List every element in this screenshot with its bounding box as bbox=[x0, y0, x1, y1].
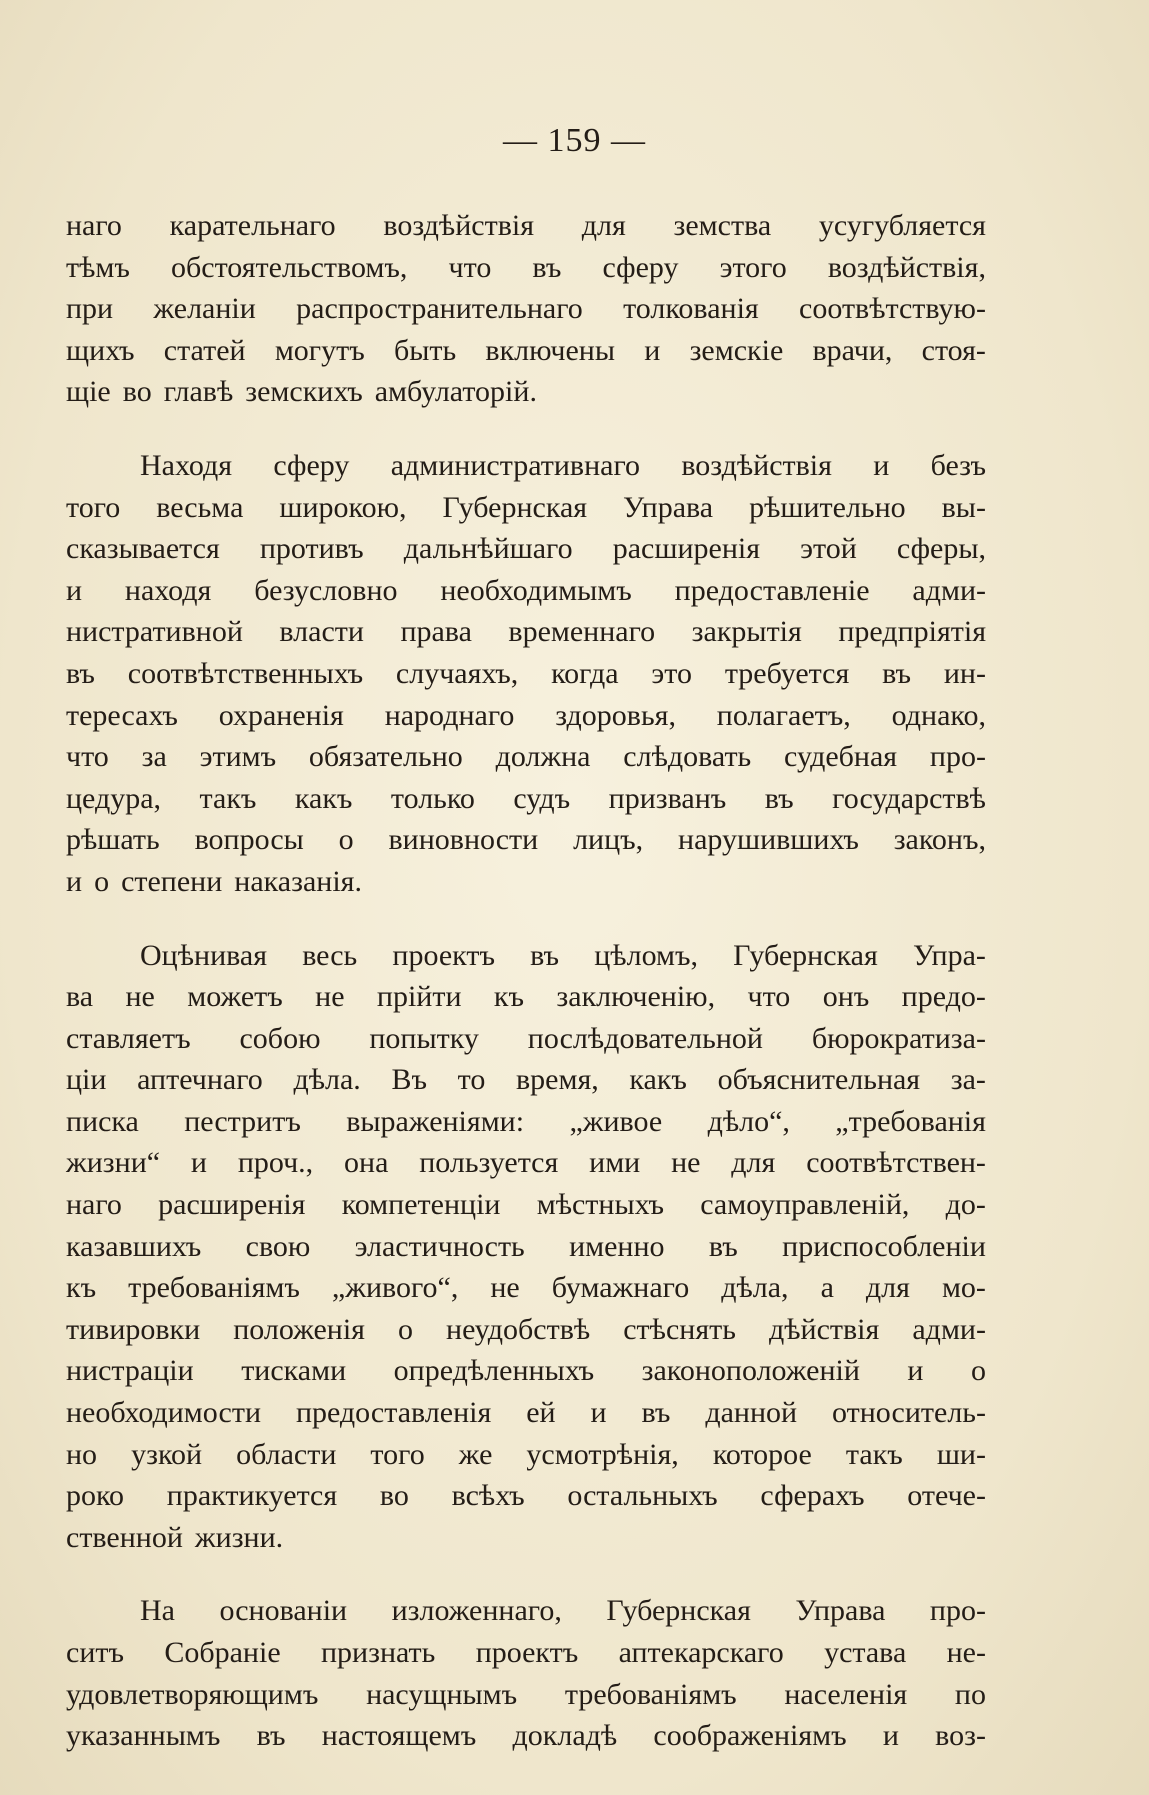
word: къ bbox=[66, 1271, 97, 1305]
word: о bbox=[94, 864, 110, 898]
word: свою bbox=[245, 1229, 311, 1263]
word: нистраціи bbox=[66, 1354, 194, 1388]
word: наго bbox=[66, 209, 122, 242]
word: и bbox=[66, 573, 83, 607]
word: права bbox=[400, 615, 472, 649]
word: врачи, bbox=[812, 333, 893, 367]
text-line bbox=[66, 528, 986, 570]
word: сферу bbox=[602, 250, 679, 284]
word: а bbox=[820, 1271, 834, 1305]
word: въ bbox=[764, 781, 794, 815]
word: этимъ bbox=[199, 740, 277, 774]
text-line bbox=[66, 247, 986, 289]
word: о bbox=[970, 1354, 986, 1388]
word: слѣдовать bbox=[623, 740, 752, 774]
word: попытку bbox=[369, 1021, 479, 1055]
word: закрытія bbox=[691, 615, 802, 649]
word: щихъ bbox=[66, 333, 135, 367]
word: казавшихъ bbox=[66, 1229, 202, 1263]
text-line bbox=[66, 371, 986, 413]
word: онъ bbox=[822, 980, 870, 1014]
word: охраненія bbox=[218, 698, 344, 732]
word: наказанія. bbox=[234, 864, 362, 898]
word: неудобствѣ bbox=[446, 1312, 591, 1346]
word: изложеннаго, bbox=[391, 1594, 562, 1628]
paragraph bbox=[66, 935, 986, 1559]
word: въ bbox=[256, 1719, 286, 1753]
word: для bbox=[581, 209, 626, 242]
word: заключенію, bbox=[556, 980, 716, 1014]
word: области bbox=[236, 1437, 337, 1471]
word: о bbox=[398, 1312, 413, 1346]
text-line bbox=[66, 976, 986, 1018]
word: случаяхъ, bbox=[395, 656, 519, 690]
text-line bbox=[66, 653, 986, 695]
word: воз- bbox=[935, 1719, 986, 1753]
word: ставляетъ bbox=[66, 1021, 191, 1055]
word: остальныхъ bbox=[567, 1479, 718, 1513]
word: призванъ bbox=[608, 781, 727, 815]
text-line bbox=[66, 611, 986, 653]
word: самоуправленій, bbox=[700, 1188, 910, 1222]
body-text bbox=[66, 205, 986, 1789]
word: требуется bbox=[724, 656, 850, 690]
word: наго bbox=[66, 1188, 122, 1222]
word: насущнымъ bbox=[366, 1677, 518, 1711]
word: данной bbox=[705, 1396, 798, 1430]
word: проч., bbox=[237, 1146, 314, 1180]
word: она bbox=[344, 1146, 389, 1180]
word: такъ bbox=[199, 781, 257, 815]
word: того bbox=[66, 490, 121, 524]
word: въ bbox=[641, 1396, 671, 1430]
text-line bbox=[66, 1590, 986, 1632]
word: включены bbox=[485, 333, 616, 367]
word: но bbox=[66, 1437, 98, 1471]
word: основаніи bbox=[219, 1594, 348, 1628]
word: щіе bbox=[66, 375, 111, 409]
word: земскіе bbox=[689, 333, 784, 367]
text-line bbox=[66, 1350, 986, 1392]
word: Собраніе bbox=[164, 1636, 281, 1669]
word: воздѣйствія bbox=[383, 209, 534, 242]
word: адми- bbox=[912, 1312, 986, 1346]
word: такъ bbox=[845, 1437, 903, 1471]
word: это bbox=[651, 656, 692, 690]
word: когда bbox=[551, 656, 619, 690]
word: которое bbox=[712, 1437, 812, 1471]
word: быть bbox=[393, 333, 457, 367]
word: не bbox=[671, 1146, 701, 1180]
word: здоровья, bbox=[555, 698, 676, 732]
word: рѣшать bbox=[66, 823, 160, 857]
word: необходимости bbox=[66, 1396, 262, 1430]
text-line bbox=[66, 1392, 986, 1434]
text-line bbox=[66, 445, 986, 487]
word: и bbox=[907, 1354, 924, 1388]
word: во bbox=[379, 1479, 409, 1513]
word: земства bbox=[673, 209, 772, 242]
text-line bbox=[66, 1715, 986, 1757]
text-line bbox=[66, 1475, 986, 1517]
word: для bbox=[731, 1146, 776, 1180]
text-line bbox=[66, 487, 986, 529]
word: предоставленія bbox=[295, 1396, 492, 1430]
word: Въ bbox=[391, 1063, 427, 1097]
text-line bbox=[66, 1184, 986, 1226]
word: „живое bbox=[569, 1104, 663, 1138]
word: распространительнаго bbox=[296, 292, 583, 326]
text-line bbox=[66, 1059, 986, 1101]
word: обязательно bbox=[308, 740, 463, 774]
word: бумажнаго bbox=[551, 1271, 690, 1305]
word: можетъ bbox=[187, 980, 283, 1014]
word: усугубляется bbox=[818, 209, 986, 242]
word: стоя- bbox=[921, 333, 986, 367]
word: въ bbox=[532, 250, 562, 284]
word: аптечнаго bbox=[137, 1063, 263, 1097]
word: жизни“ bbox=[66, 1146, 161, 1180]
text-line bbox=[66, 861, 986, 903]
text-line bbox=[66, 1632, 986, 1674]
word: то bbox=[457, 1063, 486, 1097]
word: для bbox=[865, 1271, 910, 1305]
word: устава bbox=[824, 1636, 907, 1669]
word: нистративной bbox=[66, 615, 243, 649]
word: докладѣ bbox=[512, 1719, 618, 1753]
word: не bbox=[315, 980, 345, 1014]
word: аптекарскаго bbox=[618, 1636, 784, 1669]
word: воздѣйствія, bbox=[827, 250, 986, 284]
text-line bbox=[66, 330, 986, 372]
page-number: — 159 — bbox=[503, 122, 646, 159]
word: собою bbox=[239, 1021, 321, 1055]
word: тѣмъ bbox=[66, 250, 130, 284]
word: объяснительная bbox=[717, 1063, 921, 1097]
word: того bbox=[370, 1437, 425, 1471]
word: по bbox=[954, 1677, 986, 1711]
word: настоящемъ bbox=[321, 1719, 477, 1753]
word: Упра- bbox=[912, 938, 986, 972]
word: дѣла. bbox=[293, 1063, 361, 1097]
word: относитель- bbox=[832, 1396, 986, 1430]
word: дальнѣйшаго bbox=[403, 532, 573, 566]
word: законоположеній bbox=[641, 1354, 860, 1388]
word: мѣстныхъ bbox=[536, 1188, 664, 1222]
word: что bbox=[448, 250, 492, 284]
word: желаніи bbox=[153, 292, 256, 326]
word: „требованія bbox=[835, 1104, 986, 1138]
text-line bbox=[66, 1142, 986, 1184]
word: ей bbox=[526, 1396, 556, 1430]
word: должна bbox=[495, 740, 591, 774]
word: главѣ bbox=[163, 375, 234, 409]
word: приспособленіи bbox=[782, 1229, 986, 1263]
word: какъ bbox=[294, 781, 353, 815]
word: ин- bbox=[943, 656, 986, 690]
word: обстоятельствомъ, bbox=[171, 250, 408, 284]
word: амбулаторій. bbox=[374, 375, 537, 409]
word: время, bbox=[516, 1063, 599, 1097]
word: законъ, bbox=[893, 823, 986, 857]
word: соображеніямъ bbox=[653, 1719, 847, 1753]
word: не- bbox=[946, 1636, 986, 1669]
word: ситъ bbox=[66, 1636, 124, 1669]
word: расширенія bbox=[612, 532, 761, 566]
word: степени bbox=[121, 864, 223, 898]
word: проектъ bbox=[392, 938, 495, 972]
word: жизни. bbox=[194, 1520, 284, 1554]
word: именно bbox=[569, 1229, 665, 1263]
word: государствѣ bbox=[832, 781, 986, 815]
word: широкою, bbox=[279, 490, 407, 524]
word: предпріятія bbox=[838, 615, 986, 649]
word: про- bbox=[929, 740, 986, 774]
word: до- bbox=[945, 1188, 986, 1222]
word: и bbox=[873, 448, 890, 482]
word: усмотрѣнія, bbox=[526, 1437, 679, 1471]
word: судебная bbox=[784, 740, 898, 774]
text-line bbox=[66, 205, 986, 247]
word: роко bbox=[66, 1479, 125, 1513]
text-line bbox=[66, 819, 986, 861]
word: соотвѣтствую- bbox=[799, 292, 986, 326]
word: и bbox=[190, 1146, 207, 1180]
word: безусловно bbox=[254, 573, 398, 607]
text-line bbox=[66, 695, 986, 737]
paragraph bbox=[66, 1590, 986, 1756]
word: эластичность bbox=[354, 1229, 525, 1263]
text-line bbox=[66, 1226, 986, 1268]
word: и bbox=[590, 1396, 607, 1430]
word: населенія bbox=[784, 1677, 908, 1711]
word: о bbox=[338, 823, 354, 857]
word: сферы, bbox=[896, 532, 986, 566]
word: соотвѣтствен- bbox=[806, 1146, 986, 1180]
word: Губернская bbox=[442, 490, 588, 524]
word: въ bbox=[708, 1229, 738, 1263]
text-line bbox=[66, 288, 986, 330]
word: компетенціи bbox=[341, 1188, 501, 1222]
word: этой bbox=[800, 532, 857, 566]
text-line bbox=[66, 1517, 986, 1559]
word: карательнаго bbox=[169, 209, 336, 242]
word: ва bbox=[66, 980, 94, 1014]
word: не bbox=[125, 980, 155, 1014]
word: соотвѣтственныхъ bbox=[127, 656, 364, 690]
word: ши- bbox=[936, 1437, 986, 1471]
paragraph bbox=[66, 445, 986, 903]
word: въ bbox=[882, 656, 912, 690]
paragraph bbox=[66, 205, 986, 413]
word: предо- bbox=[901, 980, 986, 1014]
word: этого bbox=[719, 250, 787, 284]
word: толкованія bbox=[623, 292, 759, 326]
word: положенія bbox=[233, 1312, 365, 1346]
word: что bbox=[747, 980, 791, 1014]
word: сферахъ bbox=[760, 1479, 865, 1513]
word: необходимымъ bbox=[440, 573, 632, 607]
word: тисками bbox=[241, 1354, 347, 1388]
word: удовлетворяющимъ bbox=[66, 1677, 319, 1711]
word: судъ bbox=[513, 781, 571, 815]
word: народнаго bbox=[384, 698, 515, 732]
word: Оцѣнивая bbox=[140, 938, 268, 972]
word: ими bbox=[589, 1146, 641, 1180]
word: въ bbox=[66, 656, 95, 690]
word: цедура, bbox=[66, 781, 162, 815]
word: На bbox=[140, 1594, 175, 1628]
word: только bbox=[390, 781, 475, 815]
word: „живого“, bbox=[331, 1271, 459, 1305]
word: писка bbox=[66, 1104, 139, 1138]
word: дѣло“, bbox=[707, 1104, 790, 1138]
word: воздѣйствія bbox=[681, 448, 832, 482]
word: сказывается bbox=[66, 532, 220, 566]
word: какъ bbox=[629, 1063, 687, 1097]
word: предоставленіе bbox=[674, 573, 870, 607]
word: Управа bbox=[623, 490, 714, 524]
word: требованіямъ bbox=[128, 1271, 300, 1305]
word: полагаетъ, bbox=[716, 698, 851, 732]
word: могутъ bbox=[274, 333, 365, 367]
word: временнаго bbox=[508, 615, 656, 649]
word: земскихъ bbox=[245, 375, 363, 409]
word: противъ bbox=[259, 532, 364, 566]
word: опредѣленныхъ bbox=[393, 1354, 595, 1388]
word: цѣломъ, bbox=[594, 938, 698, 972]
word: указаннымъ bbox=[66, 1719, 221, 1753]
word: мо- bbox=[941, 1271, 986, 1305]
word: и bbox=[66, 864, 83, 898]
word: тересахъ bbox=[66, 698, 178, 732]
word: за- bbox=[950, 1063, 986, 1097]
word: и bbox=[644, 333, 661, 367]
word: узкой bbox=[131, 1437, 203, 1471]
word: тивировки bbox=[66, 1312, 201, 1346]
word: въ bbox=[530, 938, 560, 972]
word: за bbox=[141, 740, 167, 774]
word: выраженіями: bbox=[346, 1104, 525, 1138]
word: къ bbox=[493, 980, 525, 1014]
word: и bbox=[882, 1719, 899, 1753]
text-line bbox=[66, 1309, 986, 1351]
word: весьма bbox=[156, 490, 244, 524]
word: признать bbox=[320, 1636, 436, 1669]
word: всѣхъ bbox=[451, 1479, 525, 1513]
word: дѣла, bbox=[721, 1271, 789, 1305]
word: дѣйствія bbox=[768, 1312, 880, 1346]
word: весь bbox=[302, 938, 358, 972]
word: Губернская bbox=[733, 938, 878, 972]
word: же bbox=[458, 1437, 493, 1471]
word: адми- bbox=[912, 573, 986, 607]
word: пестритъ bbox=[184, 1104, 301, 1138]
word: проектъ bbox=[475, 1636, 579, 1669]
text-line bbox=[66, 778, 986, 820]
word: при bbox=[66, 292, 114, 326]
word: рѣшительно bbox=[749, 490, 906, 524]
word: сферу bbox=[273, 448, 350, 482]
text-line bbox=[66, 570, 986, 612]
word: прійти bbox=[376, 980, 462, 1014]
word: Губернская bbox=[606, 1594, 751, 1628]
word: Управа bbox=[795, 1594, 886, 1628]
text-line bbox=[66, 736, 986, 778]
text-line bbox=[66, 935, 986, 977]
text-line bbox=[66, 1267, 986, 1309]
word: статей bbox=[163, 333, 246, 367]
word: вы- bbox=[941, 490, 986, 524]
word: лицъ, bbox=[573, 823, 644, 857]
word: вопросы bbox=[194, 823, 304, 857]
word: требованіямъ bbox=[564, 1677, 737, 1711]
word: отече- bbox=[907, 1479, 986, 1513]
word: ственной bbox=[66, 1520, 183, 1554]
word: не bbox=[490, 1271, 520, 1305]
text-line bbox=[66, 1018, 986, 1060]
word: во bbox=[122, 375, 152, 409]
word: расширенія bbox=[158, 1188, 306, 1222]
word: бюрократиза- bbox=[811, 1021, 986, 1055]
word: административнаго bbox=[390, 448, 641, 482]
word: ціи bbox=[66, 1063, 107, 1097]
word: безъ bbox=[930, 448, 986, 482]
word: что bbox=[66, 740, 109, 774]
text-line bbox=[66, 1434, 986, 1476]
text-line bbox=[66, 1674, 986, 1716]
word: стѣснять bbox=[623, 1312, 736, 1346]
word: власти bbox=[279, 615, 364, 649]
text-line bbox=[66, 1101, 986, 1143]
word: пользуется bbox=[419, 1146, 559, 1180]
word: Находя bbox=[140, 448, 233, 482]
word: нарушившихъ bbox=[678, 823, 859, 857]
word: практикуется bbox=[166, 1479, 338, 1513]
word: послѣдовательной bbox=[527, 1021, 763, 1055]
word: однако, bbox=[891, 698, 986, 732]
word: находя bbox=[124, 573, 212, 607]
word: про- bbox=[929, 1594, 986, 1628]
word: виновности bbox=[388, 823, 539, 857]
